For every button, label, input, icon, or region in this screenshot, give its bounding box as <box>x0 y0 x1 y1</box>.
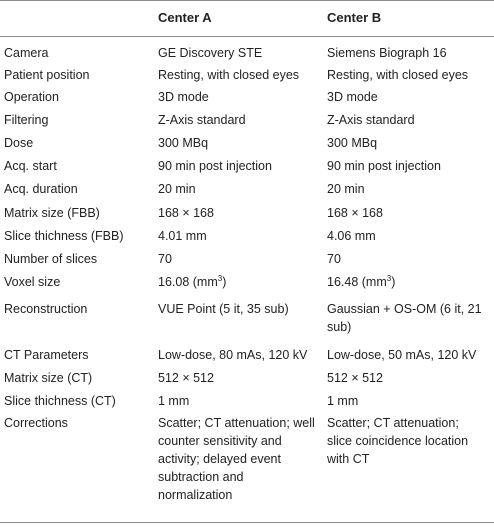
cell-r14-parameter: Slice thichness (CT) <box>4 394 116 408</box>
cell-r6-parameter: Acq. duration <box>4 182 78 196</box>
header-center-b: Center B <box>327 10 382 25</box>
cell-r8-parameter: Slice thichness (FBB) <box>4 229 124 243</box>
cell-r13-center-a: 512 × 512 <box>158 371 214 385</box>
cell-r15-center-b: Scatter; CT attenuation; slice coincidence location with CT <box>327 416 469 466</box>
cell-r9-center-a: 70 <box>158 252 172 266</box>
cell-r5-center-a: 90 min post injection <box>158 159 272 173</box>
cell-r10-center-b: 16.48 $(mm^3)$ <box>327 274 396 289</box>
cell-r1-center-a: Resting, with closed eyes <box>158 68 300 82</box>
cell-r2-parameter: Operation <box>4 90 59 104</box>
cell-r12-center-a: Low-dose, 80 mAs, 120 kV <box>158 348 308 362</box>
top-rule <box>0 0 494 1</box>
cell-r14-center-b: 1 mm <box>327 394 359 408</box>
cell-r9-parameter: Number of slices <box>4 252 98 266</box>
cell-r1-center-b: Resting, with closed eyes <box>327 68 469 82</box>
cell-r12-parameter: CT Parameters <box>4 348 89 362</box>
cell-r3-center-b: Z-Axis standard <box>327 113 415 127</box>
cell-r3-parameter: Filtering <box>4 113 49 127</box>
header-rule <box>0 36 494 37</box>
cell-r7-parameter: Matrix size (FBB) <box>4 206 100 220</box>
bottom-rule <box>0 522 494 523</box>
cell-r11-parameter: Reconstruction <box>4 302 88 316</box>
cell-r12-center-b: Low-dose, 50 mAs, 120 kV <box>327 348 477 362</box>
cell-r0-center-a: GE Discovery STE <box>158 46 263 60</box>
cell-r6-center-a: 20 min <box>158 182 196 196</box>
cell-r14-center-a: 1 mm <box>158 394 190 408</box>
cell-r7-center-a: 168 × 168 <box>158 206 214 220</box>
header-center-a: Center A <box>158 10 212 25</box>
cell-r4-center-b: 300 MBq <box>327 136 378 150</box>
cell-r4-center-a: 300 MBq <box>158 136 209 150</box>
cell-r2-center-b: 3D mode <box>327 90 378 104</box>
cell-r0-parameter: Camera <box>4 46 49 60</box>
cell-r8-center-a: 4.01 mm <box>158 229 207 243</box>
cell-r2-center-a: 3D mode <box>158 90 209 104</box>
cell-r7-center-b: 168 × 168 <box>327 206 383 220</box>
cell-r11-center-b: Gaussian + OS-OM (6 it, 21 sub) <box>327 302 482 334</box>
cell-r5-parameter: Acq. start <box>4 159 57 173</box>
cell-r6-center-b: 20 min <box>327 182 365 196</box>
cell-r10-parameter: Voxel size <box>4 275 61 289</box>
cell-r13-parameter: Matrix size (CT) <box>4 371 93 385</box>
cell-r10-center-a: 16.08 $(mm^3)$ <box>158 274 227 289</box>
cell-r4-parameter: Dose <box>4 136 34 150</box>
cell-r8-center-b: 4.06 mm <box>327 229 376 243</box>
cell-r3-center-a: Z-Axis standard <box>158 113 246 127</box>
cell-r9-center-b: 70 <box>327 252 341 266</box>
cell-r15-parameter: Corrections <box>4 416 68 430</box>
cell-r11-center-a: VUE Point (5 it, 35 sub) <box>158 302 289 316</box>
cell-r5-center-b: 90 min post injection <box>327 159 441 173</box>
cell-r13-center-b: 512 × 512 <box>327 371 383 385</box>
cell-r1-parameter: Patient position <box>4 68 90 82</box>
cell-r15-center-a: Scatter; CT attenuation; well counter sensitivity and activity; delayed event subtraction and normalization <box>158 416 315 502</box>
cell-r0-center-b: Siemens Biograph 16 <box>327 46 447 60</box>
